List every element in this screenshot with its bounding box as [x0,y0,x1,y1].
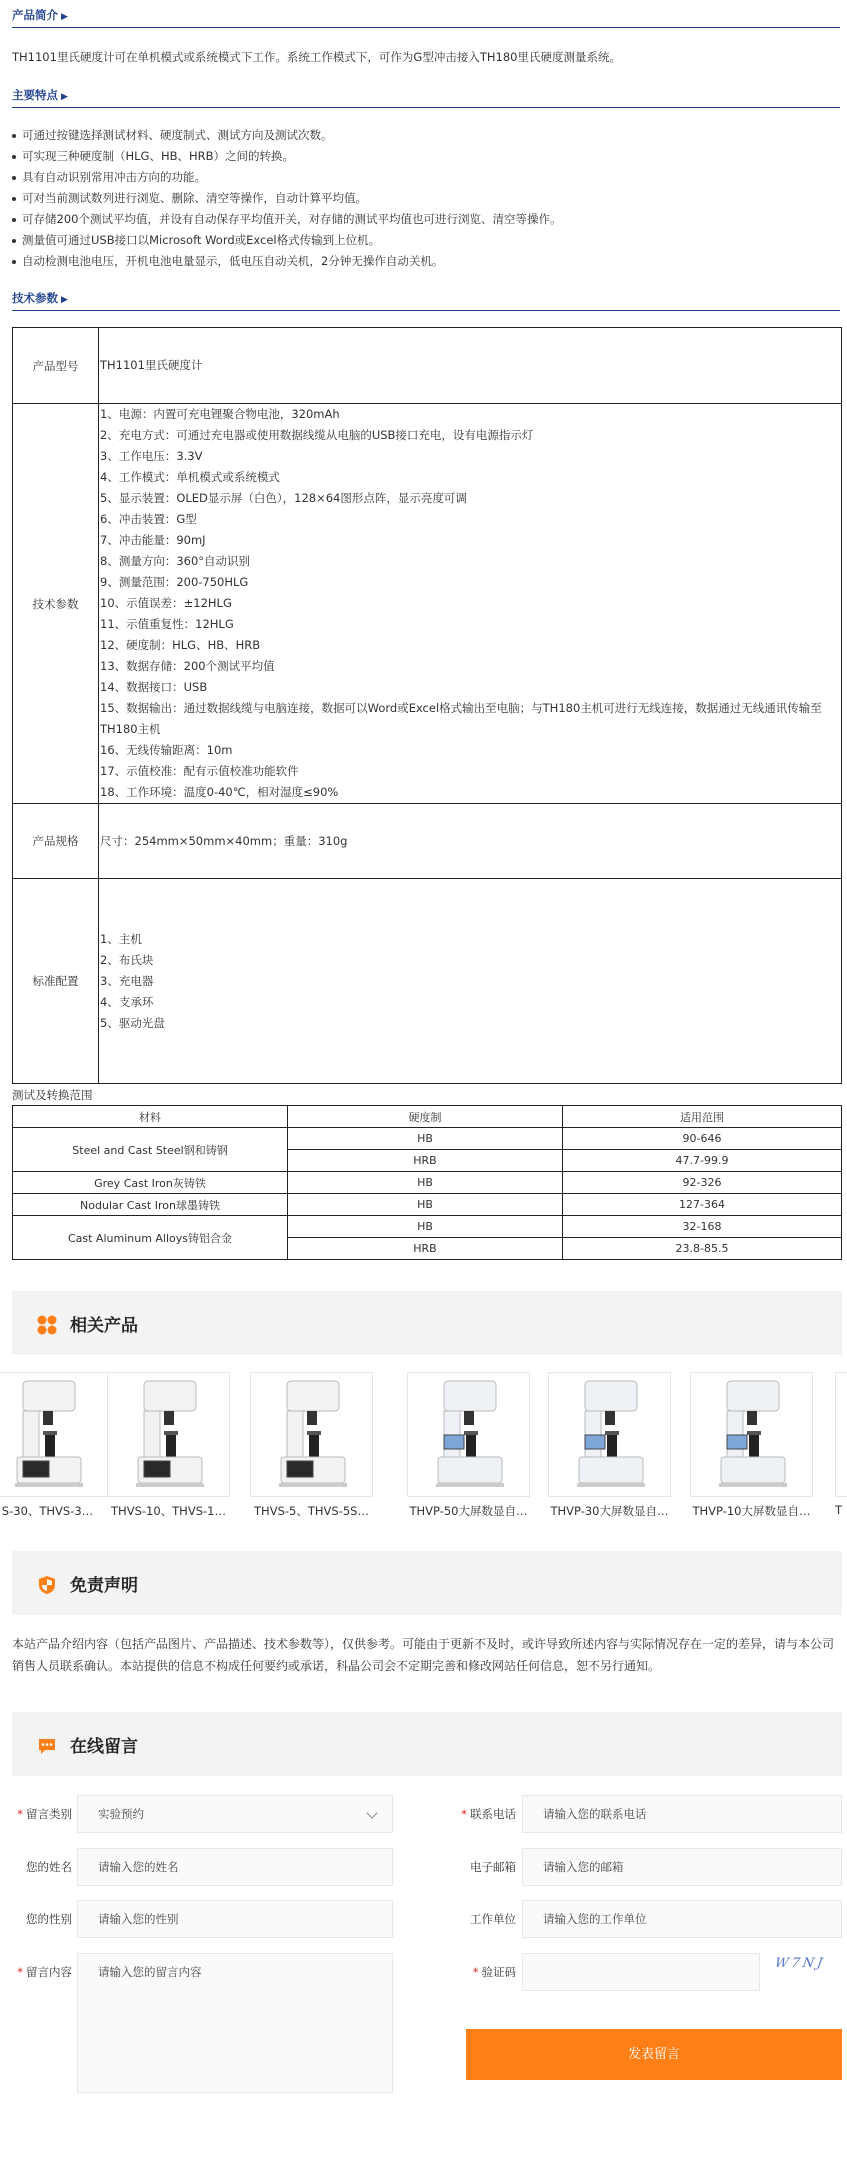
shield-icon [37,1575,57,1595]
product-card[interactable] [407,1372,530,1519]
range-scale: HB [288,1128,563,1150]
spec-line: 1、电源：内置可充电锂聚合物电池，320mAh [100,407,340,421]
range-row [13,1128,842,1150]
product-image[interactable] [407,1372,530,1497]
spec-line: 16、无线传输距离：10m [100,743,233,757]
spec-line: 3、工作电压：3.3V [100,449,203,463]
product-image[interactable] [548,1372,671,1497]
tester-foot [136,1483,204,1487]
spec-line: 14、数据接口：USB [100,680,208,694]
intro-section-title: 产品简介 ▶ [12,8,68,22]
range-scale: HB [288,1216,563,1238]
range-value: 127-364 [563,1194,842,1216]
gender-label: 您的性别 [26,1912,72,1926]
submit-button[interactable]: 发表留言 [466,2029,842,2080]
company-input[interactable]: 请输入您的工作单位 [522,1900,842,1938]
spec-line: 6、冲击装置：G型 [100,512,197,526]
tester-foot [279,1483,347,1487]
range-value: 92-326 [563,1172,842,1194]
spec-value [99,879,842,1084]
spec-line: 5、显示装置：OLED显示屏（白色），128×64图形点阵，显示亮度可调 [100,491,467,505]
features-section-header [12,86,840,108]
content-textarea[interactable]: 请输入您的留言内容 [77,1953,393,2093]
spec-key: 技术参数 [13,404,99,804]
range-caption: 测试及转换范围 [12,1088,93,1102]
captcha-image[interactable]: W7NJ [773,1956,827,1971]
grid-icon [37,1315,57,1335]
phone-input[interactable]: 请输入您的联系电话 [522,1795,842,1833]
product-card[interactable] [0,1372,109,1519]
tester-head [585,1381,637,1411]
range-table [12,1105,842,1260]
tester-screen [144,1461,170,1477]
product-card[interactable] [548,1372,671,1519]
range-material: Nodular Cast Iron球墨铸铁 [13,1194,288,1216]
tester-head [727,1381,779,1411]
type-select[interactable]: 实验预约 [77,1795,393,1833]
tester-screen [444,1435,464,1449]
spec-line: 12、硬度制：HLG、HB、HRB [100,638,261,652]
intro-section-header [12,6,840,28]
tester-spindle [166,1435,176,1457]
tester-turret [464,1411,474,1425]
tester-turret [43,1411,53,1425]
hardness-tester-illustration [691,1373,813,1497]
spec-line: 13、数据存储：200个测试平均值 [100,659,275,673]
name-label: 您的姓名 [26,1860,72,1874]
phone-label: * 联系电话 [461,1807,516,1821]
spec-key: 产品规格 [13,804,99,879]
hardness-tester-illustration [836,1373,847,1497]
hardness-tester-illustration [549,1373,671,1497]
tester-spindle [45,1435,55,1457]
range-header: 材料 [13,1106,288,1128]
spec-key: 产品型号 [13,328,99,404]
tester-turret [605,1411,615,1425]
triangle-right-icon: ▶ [61,92,68,102]
product-name[interactable]: THVS-5、THVS-5S… [254,1504,369,1518]
spec-line: 2、充电方式：可通过充电器或使用数据线缆从电脑的USB接口充电，设有电源指示灯 [100,428,534,442]
config-line: 5、驱动光盘 [100,1015,165,1030]
required-mark: * [17,1965,23,1979]
tester-spindle [749,1435,759,1457]
config-line: 1、主机 [100,931,142,946]
tester-turret [747,1411,757,1425]
tester-spindle [309,1435,319,1457]
spec-value [99,404,842,804]
triangle-right-icon: ▶ [61,12,68,22]
range-value: 23.8-85.5 [563,1238,842,1260]
name-input[interactable]: 请输入您的姓名 [77,1848,393,1886]
range-row [13,1216,842,1238]
tester-anvil [747,1431,761,1435]
spec-table [12,327,842,1084]
product-image[interactable] [107,1372,230,1497]
chevron-down-icon [366,1807,377,1818]
spec-line: 8、测量方向：360°自动识别 [100,554,251,568]
disclaimer-title: 免责声明 [70,1576,138,1596]
tester-anvil [43,1431,57,1435]
range-value: 90-646 [563,1128,842,1150]
spec-line: 18、工作环境：温度0-40℃，相对湿度≤90% [100,785,339,799]
spec-line: 17、示值校准：配有示值校准功能软件 [100,764,299,778]
tester-turret [164,1411,174,1425]
tester-head [287,1381,339,1411]
spec-value: TH1101里氏硬度计 [99,328,842,404]
chat-icon [37,1736,57,1756]
required-mark: * [461,1807,467,1821]
captcha-input[interactable] [522,1953,760,1991]
message-title: 在线留言 [70,1737,138,1757]
spec-line: 7、冲击能量：90mJ [100,533,206,547]
range-header: 硬度制 [288,1106,563,1128]
range-scale: HB [288,1172,563,1194]
product-name[interactable]: THVP-30大屏数显自… [550,1504,669,1518]
tester-spindle [607,1435,617,1457]
tester-base [721,1457,785,1483]
tester-spindle [466,1435,476,1457]
range-header-row [13,1106,842,1128]
spec-line: 9、测量范围：200-750HLG [100,575,249,589]
range-value: 47.7-99.9 [563,1150,842,1172]
feature-item: 可对当前测试数列进行浏览、删除、清空等操作，自动计算平均值。 [12,188,840,209]
spec-line: 11、示值重复性：12HLG [100,617,234,631]
range-scale: HRB [288,1238,563,1260]
tester-head [444,1381,496,1411]
tester-foot [436,1483,504,1487]
captcha-label: * 验证码 [472,1965,516,1979]
range-material: Steel and Cast Steel钢和铸钢 [13,1128,288,1172]
range-scale: HRB [288,1150,563,1172]
config-line: 3、充电器 [100,973,154,988]
triangle-right-icon: ▶ [61,295,68,305]
spec-row-size [13,804,842,879]
tester-anvil [605,1431,619,1435]
range-row [13,1172,842,1194]
product-name[interactable]: S-30、THVS-3… [1,1504,94,1518]
spec-line: 10、示值误差：±12HLG [100,596,232,610]
spec-value: 尺寸：254mm×50mm×40mm；重量：310g [99,804,842,879]
features-list [12,125,840,272]
hardness-tester-illustration [251,1373,373,1497]
spec-line: 4、工作模式：单机模式或系统模式 [100,470,280,484]
hardness-tester-illustration [408,1373,530,1497]
message-header [12,1712,842,1776]
product-name[interactable]: THVP-10大屏数显自… [692,1504,811,1518]
range-material: Grey Cast Iron灰铸铁 [13,1172,288,1194]
tester-foot [577,1483,645,1487]
range-scale: HB [288,1194,563,1216]
range-row [13,1194,842,1216]
product-card[interactable] [690,1372,813,1519]
email-label: 电子邮箱 [470,1860,516,1874]
disclaimer-header [12,1551,842,1615]
feature-item: 可实现三种硬度制（HLG、HB、HRB）之间的转换。 [12,146,840,167]
tester-anvil [464,1431,478,1435]
tester-screen [585,1435,605,1449]
tester-foot [719,1483,787,1487]
tester-head [23,1381,75,1411]
tester-screen [287,1461,313,1477]
hardness-tester-illustration [108,1373,230,1497]
feature-item: 自动检测电池电压，开机电池电量显示，低电压自动关机，2分钟无操作自动关机。 [12,251,840,272]
tester-turret [307,1411,317,1425]
feature-item: 测量值可通过USB接口以Microsoft Word或Excel格式传输到上位机。 [12,230,840,251]
config-line: 4、支承环 [100,994,154,1009]
tester-base [579,1457,643,1483]
product-name[interactable]: THVP-50大屏数显自… [409,1504,528,1518]
params-section-header [12,289,840,311]
tester-base [438,1457,502,1483]
gender-input[interactable]: 请输入您的性别 [77,1900,393,1938]
product-card[interactable] [107,1372,230,1519]
hardness-tester-illustration [0,1373,109,1497]
disclaimer-text: 本站产品介绍内容（包括产品图片、产品描述、技术参数等），仅供参考。可能由于更新不及时，或许导致所述内容与实际情况存在一定的差异，请与本公司销售人员联系确认。本站提供的信息不构成任何要约或承诺，科晶公司会不定期完善和修改网站任何信息，恕不另行通知。 [12,1637,835,1673]
range-value: 32-168 [563,1216,842,1238]
product-name[interactable]: T [835,1503,843,1517]
features-section-title: 主要特点 ▶ [12,88,68,102]
product-image[interactable] [835,1372,847,1497]
product-image[interactable] [690,1372,813,1497]
product-name[interactable]: THVS-10、THVS-1… [111,1504,226,1518]
spec-key: 标准配置 [13,879,99,1084]
params-section-title: 技术参数 ▶ [12,291,68,305]
range-header: 适用范围 [563,1106,842,1128]
feature-item: 可存储200个测试平均值，并设有自动保存平均值开关，对存储的测试平均值也可进行浏览、清空等操作。 [12,209,840,230]
spec-line: 15、数据输出：通过数据线缆与电脑连接，数据可以Word或Excel格式输出至电脑；与TH180主机可进行无线连接，数据通过无线通讯传输至TH180主机 [100,701,822,736]
tester-foot [15,1483,83,1487]
type-label: * 留言类别 [17,1807,72,1821]
related-products-carousel[interactable] [0,1372,847,1532]
spec-row-config [13,879,842,1084]
email-input[interactable]: 请输入您的邮箱 [522,1848,842,1886]
tester-anvil [307,1431,321,1435]
feature-item: 可通过按键选择测试材料、硬度制式、测试方向及测试次数。 [12,125,840,146]
product-card[interactable] [835,1372,847,1517]
required-mark: * [472,1965,479,1979]
tester-screen [23,1461,49,1477]
product-image[interactable] [250,1372,373,1497]
required-mark: * [17,1807,23,1821]
spec-row-tech [13,404,842,804]
tester-screen [727,1435,747,1449]
range-material: Cast Aluminum Alloys铸铝合金 [13,1216,288,1260]
related-products-header [12,1291,842,1355]
spec-row-model [13,328,842,404]
content-label: * 留言内容 [17,1965,72,1979]
feature-item: 具有自动识别常用冲击方向的功能。 [12,167,840,188]
product-card[interactable] [250,1372,373,1519]
intro-text: TH1101里氏硬度计可在单机模式或系统模式下工作。系统工作模式下，可作为G型冲击接入TH180里氏硬度测量系统。 [12,50,621,64]
config-line: 2、布氏块 [100,952,154,967]
tester-head [144,1381,196,1411]
related-products-title: 相关产品 [70,1316,138,1336]
company-label: 工作单位 [470,1912,516,1926]
tester-anvil [164,1431,178,1435]
product-image[interactable] [0,1372,109,1497]
